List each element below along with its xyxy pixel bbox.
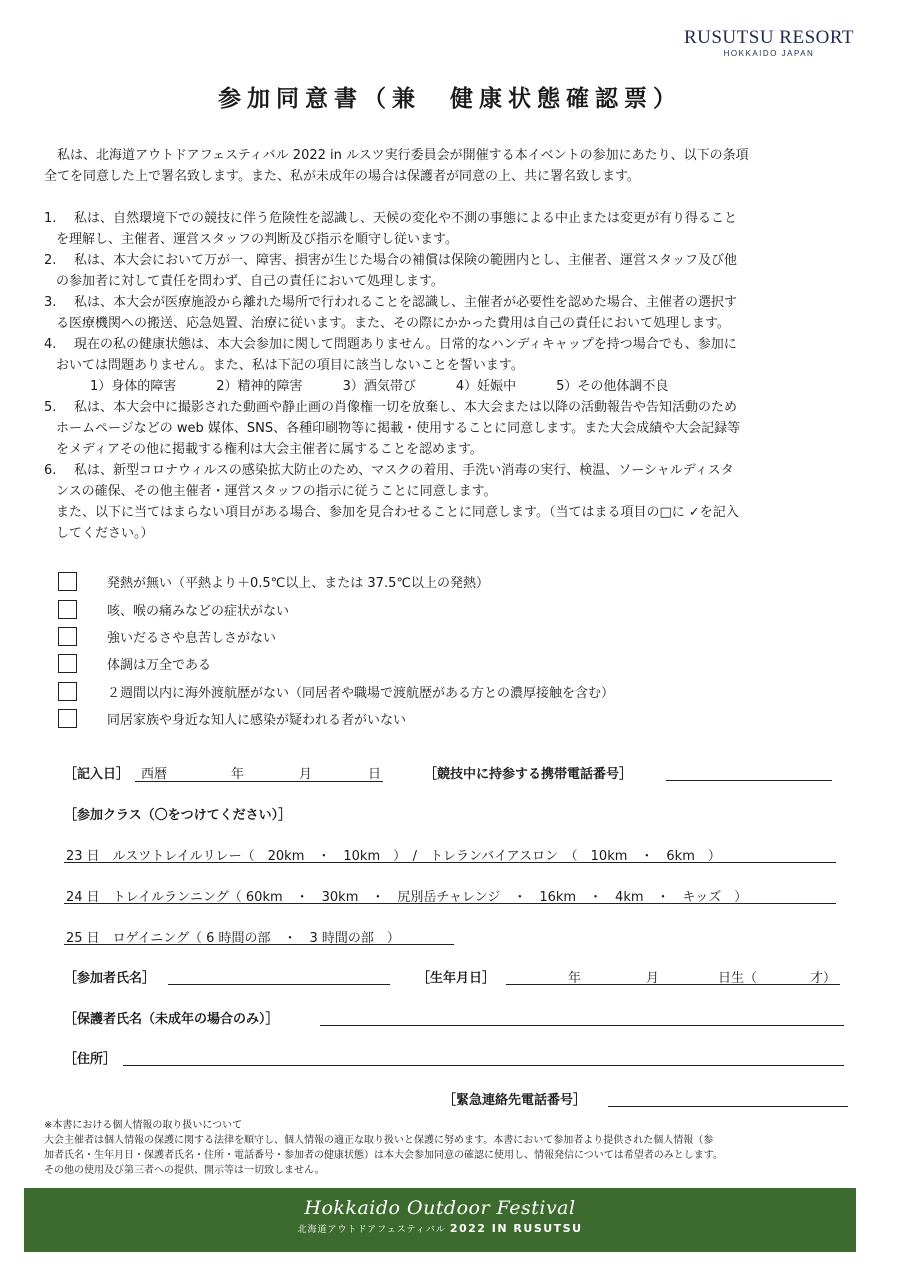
participant-name-input-line[interactable]	[168, 984, 390, 985]
item-line: また、以下に当てはまらない項目がある場合、参加を見合わせることに同意します。（当てはまる項目の□に ✓を記入	[56, 505, 739, 520]
emergency-phone-input-line[interactable]	[608, 1106, 848, 1107]
checklist-row	[58, 678, 614, 705]
agreement-item-6	[44, 460, 859, 544]
phone-input-line[interactable]	[666, 780, 832, 781]
age-label: 才）	[810, 971, 837, 986]
item-line: してください。）	[56, 526, 154, 541]
agreement-item-5	[44, 397, 859, 460]
checkbox-contacts[interactable]	[58, 709, 77, 728]
class-option-day25[interactable]: 25 日 ロゲイニング（ 6 時間の部 ・ 3 時間の部 ）	[66, 931, 400, 946]
item-line: 私は、新型コロナウィルスの感染拡大防止のため、マスクの着用、手洗い消毒の実行、検温、ソーシャルディスタ	[74, 463, 734, 478]
birth-year-label: 年	[568, 971, 582, 986]
birth-month-label: 月	[646, 971, 660, 986]
festival-year: 2022 IN RUSUTSU	[449, 1222, 583, 1235]
checkbox-cough[interactable]	[58, 600, 77, 619]
resort-logo	[684, 28, 854, 58]
date-era-label: 西暦	[141, 767, 168, 782]
item-number: 2.	[44, 253, 57, 268]
condition-item: 1）身体的障害	[90, 379, 177, 394]
checkbox-fever[interactable]	[58, 572, 77, 591]
birthdate-label: ［生年月日］	[417, 971, 496, 986]
condition-item: 5）その他体調不良	[556, 379, 669, 394]
checklist-row	[58, 705, 614, 732]
agreement-item-4	[44, 334, 859, 397]
emergency-phone-label: ［緊急連絡先電話番号］	[443, 1093, 587, 1108]
checklist-row	[58, 623, 614, 650]
item-line: をメディアその他に掲載する権利は大会主催者に属することを認めます。	[56, 442, 483, 457]
item-line: 私は、本大会中に撮影された動画や静止画の肖像権一切を放棄し、本大会または以降の活動報告や告知活動のため	[74, 400, 738, 415]
condition-item: 3）酒気帯び	[342, 379, 416, 394]
health-conditions-list	[62, 376, 859, 397]
agreement-item-2	[44, 250, 859, 292]
checkbox-condition[interactable]	[58, 654, 77, 673]
checkbox-travel[interactable]	[58, 682, 77, 701]
date-year-label: 年	[231, 767, 245, 782]
class-label: ［参加クラス（〇をつけてください）］	[64, 808, 292, 823]
address-label: ［住所］	[64, 1052, 117, 1067]
class-underline	[64, 862, 836, 863]
checklist-label: 発熱が無い（平熱より＋0.5℃以上、または 37.5℃以上の発熱）	[107, 576, 489, 592]
item-line: 現在の私の健康状態は、本大会参加に関して問題ありません。日常的なハンディキャップを持つ場合でも、参加に	[74, 337, 737, 352]
item-number: 5.	[44, 400, 57, 415]
checklist-label: ２週間以内に海外渡航歴がない（同居者や職場で渡航歴がある方との濃厚接触を含む）	[107, 685, 615, 701]
health-checklist	[58, 568, 614, 732]
item-line: の参加者に対して責任を問わず、自己の責任において処理します。	[56, 274, 444, 289]
intro-paragraph	[44, 145, 859, 187]
item-line: 私は、自然環境下での競技に伴う危険性を認識し、天候の変化や不測の事態による中止または変更が有り得ること	[74, 211, 738, 226]
checklist-label: 体調は万全である	[107, 658, 212, 674]
festival-logo-subtitle	[24, 1222, 856, 1235]
intro-line: 全てを同意した上で署名致します。また、私が未成年の場合は保護者が同意の上、共に署名致します。	[44, 169, 640, 184]
item-number: 4.	[44, 337, 57, 352]
festival-footer-banner	[24, 1188, 856, 1252]
festival-logo-script: Hokkaido Outdoor Festival	[304, 1197, 576, 1219]
guardian-name-input-line[interactable]	[320, 1025, 844, 1026]
class-option-day23[interactable]: 23 日 ルスツトレイルリレー（ 20km ・ 10km ） / トレランバイアスロン （ 10km ・ 6km ）	[66, 849, 721, 864]
privacy-notice-line: 大会主催者は個人情報の保護に関する法律を順守し、個人情報の適正な取り扱いと保護に努めます。本書において参加者より提供された個人情報（参	[44, 1135, 714, 1146]
item-line: を理解し、主催者、運営スタッフの判断及び指示を順守し従います。	[56, 232, 458, 247]
class-underline	[64, 944, 454, 945]
checklist-label: 同居家族や身近な知人に感染が疑われる者がいない	[107, 713, 407, 729]
item-line: 私は、本大会において万が一、障害、損害が生じた場合の補償は保険の範囲内とし、主催者、運営スタッフ及び他	[74, 253, 738, 268]
agreement-item-3	[44, 292, 859, 334]
class-option-day24[interactable]: 24 日 トレイルランニング（ 60km ・ 30km ・ 尻別岳チャレンジ ・ 16km ・ 4km ・ キッズ ）	[66, 890, 748, 905]
item-line: ホームページなどの web 媒体、SNS、各種印刷物等に掲載・使用することに同意します。また大会成績や大会記録等	[56, 421, 741, 436]
address-input-line[interactable]	[123, 1065, 844, 1066]
privacy-notice-heading: ※本書における個人情報の取り扱いについて	[44, 1120, 243, 1131]
condition-item: 4）妊娠中	[455, 379, 517, 394]
guardian-name-label: ［保護者氏名（未成年の場合のみ）］	[64, 1012, 279, 1027]
condition-item: 2）精神的障害	[216, 379, 303, 394]
participant-name-label: ［参加者氏名］	[64, 971, 156, 986]
item-line: る医療機関への搬送、応急処置、治療に従います。また、その際にかかった費用は自己の責任において処理します。	[56, 316, 730, 331]
checklist-row	[58, 595, 614, 622]
date-day-label: 日	[368, 767, 382, 782]
logo-sub-text: HOKKAIDO JAPAN	[723, 49, 815, 58]
date-label: ［記入日］	[64, 767, 130, 782]
class-underline	[64, 903, 836, 904]
privacy-notice-line: その他の使用及び第三者への提供、開示等は一切致しません。	[44, 1165, 325, 1176]
privacy-notice	[44, 1118, 859, 1178]
checklist-label: 咳、喉の痛みなどの症状がない	[107, 603, 290, 619]
checklist-row	[58, 650, 614, 677]
item-line: ンスの確保、その他主催者・運営スタッフの指示に従うことに同意します。	[56, 484, 497, 499]
checklist-row	[58, 568, 614, 595]
checklist-label: 強いだるさや息苦しさがない	[107, 630, 277, 646]
intro-line: 私は、北海道アウトドアフェスティバル 2022 in ルスツ実行委員会が開催する本イベントの参加にあたり、以下の条項	[44, 148, 749, 163]
item-line: おいては問題ありません。また、私は下記の項目に該当しないことを誓います。	[56, 358, 524, 373]
date-month-label: 月	[299, 767, 313, 782]
logo-main-text: RUSUTSU RESORT	[683, 27, 854, 48]
document-title: 参加同意書（兼 健康状態確認票）	[218, 86, 682, 112]
item-number: 3.	[44, 295, 57, 310]
agreement-item-1	[44, 208, 859, 250]
birth-day-label: 日生（	[718, 971, 758, 986]
phone-label: ［競技中に持参する携帯電話番号］	[424, 767, 633, 782]
privacy-notice-line: 加者氏名・生年月日・保護者氏名・住所・電話番号・参加者の健康状態）は本大会参加同意の確認に使用し、情報発信については希望者のみとします。	[44, 1150, 723, 1161]
date-input-line[interactable]	[135, 781, 383, 782]
festival-name-jp: 北海道アウトドアフェスティバル	[297, 1225, 446, 1235]
birthdate-input-line[interactable]	[506, 984, 840, 985]
item-number: 1.	[44, 211, 57, 226]
checkbox-fatigue[interactable]	[58, 627, 77, 646]
item-number: 6.	[44, 463, 57, 478]
item-line: 私は、本大会が医療施設から離れた場所で行われることを認識し、主催者が必要性を認めた場合、主催者の選択す	[74, 295, 738, 310]
agreement-items	[44, 208, 859, 544]
